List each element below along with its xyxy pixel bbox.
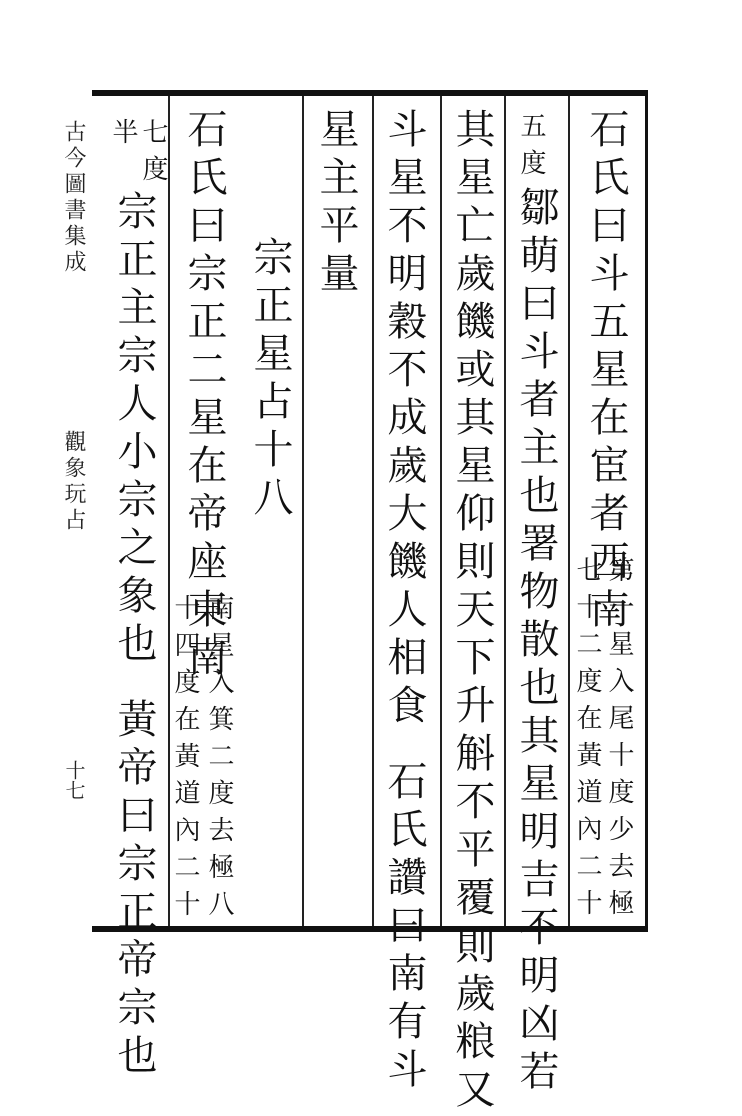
column-rule (568, 96, 570, 926)
text-column-5: 星主平量 (313, 108, 359, 300)
text-column-3: 其星亡歲饑或其星仰則天下升斛不平覆則歲粮又 (449, 108, 495, 1116)
text-column-4 (381, 108, 427, 1096)
column-4-text-a: 斗星不明穀不成歲大饑人相食 (381, 108, 427, 732)
edge-title: 觀象玩占 (61, 430, 86, 534)
text-column-2: 鄒萌曰斗者主也署物散也其星明吉不明凶若 (513, 186, 559, 1098)
column-4-text-b: 石氏讚曰南有斗 (381, 760, 427, 1096)
edge-text: 古今圖書集成 (61, 120, 86, 276)
text-column-7: 石氏曰宗正二星在帝座東南 (181, 108, 227, 684)
note-8-right: 七度 (138, 118, 168, 192)
note-1-left: 七十二度在黃道內二十 (572, 556, 602, 926)
text-column-8 (111, 190, 157, 1082)
note-2: 五度 (516, 112, 546, 186)
column-8-text-b: 黃帝曰宗正帝宗也 (111, 698, 157, 1082)
section-title: 宗正星占十八 (247, 236, 293, 524)
column-1-text: 石氏曰斗五星在宦者西南 (583, 108, 629, 636)
column-8-text-a: 宗正主宗人小宗之象也 (111, 190, 157, 670)
folio-number: 十七 (62, 760, 86, 800)
note-7-left: 十四度在黃道內二十 (170, 594, 200, 927)
note-1-right: 第一星入尾十度少去極 (604, 556, 634, 926)
column-rule (504, 96, 506, 926)
column-rule (372, 96, 374, 926)
column-rule (302, 96, 304, 926)
note-7-right: 南星入箕二度去極八 (204, 594, 234, 927)
column-rule (440, 96, 442, 926)
note-8-left: 半 (108, 118, 138, 155)
